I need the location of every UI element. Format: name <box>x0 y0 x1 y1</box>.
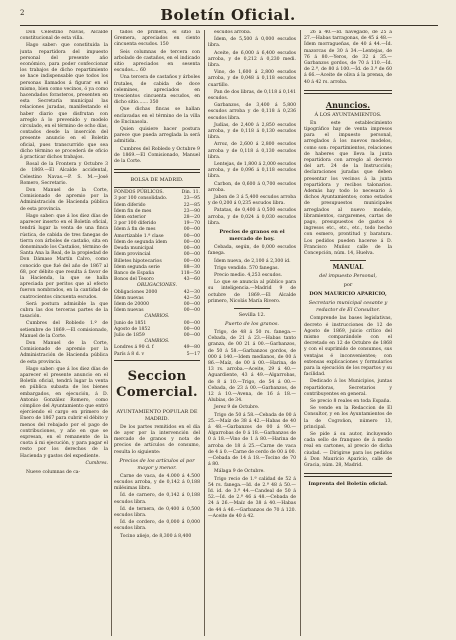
paragraph: Ídem nueva, de 2,100 á 2,300 íd. <box>214 258 291 264</box>
bolsa-label: 3 por 100 diferido <box>114 221 157 227</box>
paragraph: Don Manuel de la Corte, Comisionado de apremio por la Administración de Hacienda pública de esta provincia. <box>20 188 108 212</box>
paragraph: Se vende en la Redaccion de El Consultor, y en los Ayuntamientos de la de Cogroñon, número 13, principal. <box>304 406 392 430</box>
paragraph: Será postura admisible la que cubra las dos terceras partes de la tasación. <box>20 301 108 320</box>
bolsa-value: 42—30 <box>183 289 200 295</box>
paragraph: Rosal de la Frontera y Octubre 3 de 1869.—El Alcalde accidental, Celestino Navas.—P. S. M.—José Romero, Secretario. <box>20 162 108 186</box>
bolsa-label: Billetes hipotecarios <box>114 258 162 264</box>
paragraph: 26 á 40.—Íd. navegado, de 25 á 27.—Habas tarragonas, de 45 á 48.—Ídem morragueñas, de 40 á 44.—Íd. mazorcas de 30 á 34.—Lentejas, de 76 á 80.—Yeros, de 32 á 35.—Garbanzos gordos, de 70 á 110.—Íd. de 2.ª, de 80 á 100.—Íd. de 3.ª de 60 á 66.—Aceite de oliva á la prensa, de 40 á 42 rs. arroba. <box>304 30 392 85</box>
bolsa-label: París á 8 d. v <box>114 351 145 357</box>
paragraph: Hago saber: que constituida la junta repartidora del impuesto personal del presente año económico, para poder confeccionar los trabajos de dicho repartimiento se hace indispensable que todos los personas llamados á figurar en el mismo, bien como vecinos, ó ya como hacendados forasteros, presenten en esta Secretaría municipal las relaciones juradas, manifestando el haber diario que disfrutan con arreglo á lo prevenido y modelo circulado, en el término de ocho días, contados desde la inserción del presente anuncio en el Boletín oficial, pues transcurrido que sea dicho término se procederá de oficio á practicar dichos trabajos. <box>20 43 108 161</box>
bolsa-value: 23—95 <box>183 196 200 202</box>
double-rule <box>304 90 392 94</box>
column-divider <box>300 30 301 636</box>
column-4 <box>304 30 392 636</box>
anuncios-block <box>304 121 392 257</box>
bolsa-label: Ídem diferido <box>114 202 146 208</box>
anuncios-title: Anuncios. <box>325 99 371 110</box>
bolsa-value: 00—00 <box>183 246 200 252</box>
paragraph: Cumbres del Robledo y Octubre 9 de 1869.—El Comisionado, Manuel de la Corte. <box>114 146 200 165</box>
paragraph: tados de primera, el sitio la Gremera, apreciados en ciento cincuenta escudos. 150 <box>114 30 200 48</box>
notices-block <box>20 30 108 460</box>
column-3 <box>208 30 296 636</box>
paragraph: Trigo recio de 1.ª calidad de 52 á 54 rs. fanega.—Id. de 2.ª 48 á 50.—Íd. id. de 3.ª 44.—Candeal de 50 á 52.—Íd. de 2.ª 46 á 48.—Cebada de 24 á 26.—Maíz de 38 á 40.—Habas de 44 á 46.—Garbanzos de 70 á 120.—Aceite de 40 á 42. <box>208 476 296 519</box>
paragraph: Judías, de 2,400 á 2,850 escudos arroba, y de 0,118 á 0,130 escudos libra. <box>208 122 296 141</box>
manual-author: DON MAURICIO APARICIO, <box>309 291 387 298</box>
paragraph: Carbon, de 0,600 á 0,700 escudos arroba. <box>208 181 296 193</box>
city-heading: Sevilla 12. <box>238 311 266 318</box>
bolsa-label: OBLIGACIONES. <box>137 283 177 289</box>
bolsa-title: BOLSA DE MADRID. <box>130 177 184 184</box>
imprenta: Imprenta del Boletín oficial. <box>308 481 388 488</box>
manual-block <box>304 316 392 469</box>
column-divider <box>204 30 205 636</box>
manual-by: por <box>343 282 353 289</box>
bolsa-value: 19—70 <box>183 221 200 227</box>
paragraph: Málaga 9 de Octubre. <box>214 469 265 475</box>
manual-role: Secretario municipal cesante y redactor de El Consultor. <box>308 300 388 314</box>
page-number: 2 <box>20 9 27 17</box>
paragraph: Hago saber: que á los diez días de aparecer el presente anuncio en el Boletín oficial, tendrá lugar la venta en pública subasta de los bienes embargados, en ejecución, á D. Antonio González Romero, como cómplice del Ayuntamiento que entró ejerciendo el cargo en primero de Enero de 1867 para cubrir el débito y menos del rebajado por el pago de contribuciones, y año en que se expresan, en el remanente de la cuota á mi ejecución, y para pagar el resto por los derechos de la Hacienda y gastos del expediente. <box>20 366 108 459</box>
bolsa-label: Ídem de 20000 <box>114 301 150 307</box>
manual-subtitle: del impuesto Personal, <box>319 273 377 280</box>
bolsa-header-label: FONDOS PÚBLICOS. <box>114 190 164 196</box>
masthead-rule <box>20 25 438 26</box>
bolsa-label: Obligaciones 2000 <box>114 289 158 295</box>
bolsa-label: Ídem provincial <box>114 252 151 258</box>
bolsa-value: 00—00 <box>183 233 200 239</box>
bolsa-value: 22—85 <box>183 202 200 208</box>
bolsa-label: Ídem segunda serie <box>114 264 160 270</box>
paragraph: Se precio 8 reales en toda España. <box>310 398 391 404</box>
bolsa-value: 5—17 <box>186 351 200 357</box>
bolsa-label: 3 por 100 consolidado. <box>114 196 168 202</box>
paragraph: Íd. de cordero, de 0,000 á 0,000 escudos libra. <box>114 520 200 532</box>
bolsa-label: CAMBIOS. <box>144 314 170 320</box>
paragraph: Que dichas fincas se hallan enclavadas en el término de la villa de Encinasola. <box>114 107 200 125</box>
signature: Cumbres. <box>85 460 108 466</box>
bolsa-label: CAMBIOS. <box>144 339 170 345</box>
manual-title: MANUAL <box>332 264 364 272</box>
double-rule <box>304 473 392 477</box>
bolsa-label: Julio de 1859 <box>114 332 145 338</box>
paragraph: Nueve columnas de ca- <box>26 470 81 476</box>
paragraph: Don Celestino Navas, Alcalde constitucional de esta villa. <box>20 30 108 42</box>
paragraph: Íd. de carnero, de 0,142 á 0,188 escudos libra. <box>114 493 200 505</box>
bolsa-value: 88—30 <box>183 264 200 270</box>
bolsa-value: 23—90 <box>183 208 200 214</box>
bolsa-label: Banco de España <box>114 270 155 276</box>
bolsa-value: 00—00 <box>183 301 200 307</box>
bolsa-value: 00—00 <box>183 227 200 233</box>
bolsa-table <box>114 187 200 360</box>
paragraph: Cebada, según, de 0,000 escudos fanega. <box>208 245 296 257</box>
paragraph: Jabon de 3 á 5,400 escudos arroba y de 0,200 á 0,235 escudos libra. <box>208 195 296 207</box>
bolsa-label: Agosto de 1852 <box>114 326 151 332</box>
ayuntamiento-title: AYUNTAMIENTO POPULAR DE MADRID. <box>116 408 198 422</box>
bolsa-label: Ídem fin de mes <box>114 208 152 214</box>
paragraph: Se pide á su autor, incluyendo cada sello de franqueo de á medio real en cartones, al precio de dicha ciudad. — Dirigirse para los pedidos á Don Mauricio Aparicio, calle de Gracia, núm. 28, Madrid. <box>304 431 392 468</box>
bolsa-label: Bonos del Tesoro <box>114 277 154 283</box>
section-title: Seccion Comercial. <box>116 368 198 400</box>
bolsa-value: 118—50 <box>180 270 200 276</box>
paragraph: Arroz, de 2,600 á 2,800 escudos arroba y de 0,118 á 0,130 escudos libra. <box>208 142 296 160</box>
paragraph: Trigo vendido. 570 fanegas. <box>214 265 279 271</box>
bolsa-label: Junio de 1851 <box>114 320 147 326</box>
bolsa-value: 00—00 <box>183 308 200 314</box>
bolsa-value: 00—00 <box>183 320 200 326</box>
bolsa-value: 00—00 <box>183 332 200 338</box>
separator <box>234 308 269 309</box>
prices-list <box>114 474 200 540</box>
bolsa-row <box>114 352 200 358</box>
paragraph: Lentejas, de 1,800 á 2,000 escudos arroba, y de 0,096 á 0,118 escudos libra. <box>208 162 296 180</box>
bolsa-header-date: Din. 11. <box>181 190 200 196</box>
paragraph: Una tercera de castaños y árboles frutales, de cabida de doce celemines, apreciados en trescientos cincuenta escudos, en dicho sitio....... 350 <box>114 75 200 106</box>
paragraph: Quien quisiere hacer postura parece que pueda arreglada la será admitida. <box>114 127 200 145</box>
masthead <box>0 0 456 30</box>
prices-block <box>304 30 392 86</box>
bolsa-label: Ídem á fin de mes <box>114 227 156 233</box>
paragraph: Tocino añejo, de 8,300 á 8,400 <box>120 533 192 539</box>
paragraph: Trigo, de 48 á 50 rs. fanega.—Cebada, de 21 á 23.—Habas tanto granza, de 00 21 á 00.—Garbanzos, de 50 á 58.—Garbanzos gordos, de 000 á 140.—Idem medianos, de 00 á 86.—Maíz, de 00 á 00.—Harina, de 13 rs. arroba.—Aceite, 29 á 40.—Aguardiente, 43 á 49.—Algarrobas, de 8 á 10.—Trigo, de 54 á 00.—Cebada, de 23 á 00.—Garbanzos, de 12 á 10.—Avena, de 16 á 18.—Alubias, de 34. <box>208 329 296 404</box>
paragraph: Íd. de ternera, de 0,400 á 0,500 escudos libra. <box>114 506 200 518</box>
bolsa-value: 00—00 <box>183 258 200 264</box>
bolsa-label: Ídem nuevas <box>114 295 144 301</box>
paragraph: Cumbres del Robledo 1.º de setiembre de 1869.—El comisionado, Manuel de la Corte. <box>20 321 108 339</box>
paragraph: Don Manuel de la Corte, Comisionado de apremio por la Administración de Hacienda pública de esta provincia. <box>20 340 108 365</box>
bolsa-value: 00—00 <box>183 326 200 332</box>
paragraph: Hago saber: que á los diez días de aparecer inserto en el Boletín oficial, tendrá lugar la venta de una finca rústica, de cabida de tres fanegas de tierra con árboles de castaño, sita en donominado los Castaños, término de Santa Ana la Real, de la propiedad de Don Dámaso Martín Calvo, como conocido que fué del año de 1867 al 68, por débito que resulta á favor de la Hacienda, la que se halla apreciada por peritos que al efecto fueron nombrados, en la cantidad de cuatrocientos cincuenta escudos. <box>20 213 108 300</box>
bolsa-value: 28—20 <box>183 215 200 221</box>
puerto-block <box>208 330 296 520</box>
puerto-title: Puerto de los granos. <box>224 320 279 327</box>
bolsa-value: 49—80 <box>183 345 200 351</box>
bolsa-label: Ídem exterior <box>114 215 146 221</box>
paragraph: Pan de dos libras, de 0,118 á 0,141 escudos. <box>208 89 296 102</box>
newspaper-title: Boletín Oficial. <box>160 6 296 24</box>
paragraph: Comprende las bases legislativas, decreto é instrucciones de 12 de Agosto de 1869, juicio crítico del mismo comparándole con el decretado en 12 de Octubre de 1868 y con el suprimido de consumos, sus ventajas é inconvenientes; con extensas explicaciones y formularios para la ejecución de los repartos y su facilidad. <box>304 316 392 378</box>
bolsa-value: 42—50 <box>183 295 200 301</box>
paragraph: Dedicado á los Municipios, juntas repartidoras, Secretarios y contribuyentes en general. <box>304 379 392 397</box>
paragraph: Trigo de 50 á 58.—Cebada de 00 á 25.—Maíz de 38 á 42.—Habas de 40 á 48.—Garbanzos de 00 á 90.—Algarrobas de 0 á 18.—Garbanzos de 0 á 18.—Vino de 1 á 80.—Harina de arroba de 18 á 25.—Carne de vaca de 4 á 0.—Carne de cerdo de 00 á 00.—Cebada de 14 á 18.—Tocino de 70 á 80. <box>208 412 296 468</box>
paragraph: escudos arroba. <box>214 30 252 35</box>
bolsa-rows <box>114 196 200 357</box>
bolsa-label: Ídem de segunda ídem <box>114 239 167 245</box>
bolsa-value: 00—00 <box>183 252 200 258</box>
bolsa-value: 00—00 <box>183 239 200 245</box>
paragraph: Seis columnas de tercera con arbolado de castaños, en el indicado sitio apreciados en sesenta escudos.... 60 <box>114 49 200 74</box>
paragraph: Lo que se anuncia al público para su inteligencia.—Madrid 9 de octubre de 1869.—El Alcalde primero, Nicolás María Rivero. <box>208 280 296 304</box>
double-rule <box>114 169 200 173</box>
paragraph: Vino, de 1,600 á 2,800 escudos arroba, y de 0,048 á 0,118 escudos cuartillo. <box>208 70 296 88</box>
bolsa-value: 43—60 <box>183 277 200 283</box>
column-2 <box>114 30 200 636</box>
column-divider <box>111 30 112 636</box>
anuncios-subtitle: Á LOS AYUNTAMIENTOS. <box>314 111 382 118</box>
bolsa-label: Deuda municipal <box>114 246 154 252</box>
prices-block <box>208 30 296 227</box>
bolsa-label: Ídem nuevas <box>114 308 144 314</box>
paragraph: Ídem, de 5,500 á 0,000 escudos libra. <box>208 37 296 49</box>
prices-subtitle: Precios de los artículos al por mayor y menor. <box>119 457 195 471</box>
bolsa-label: Amortizable 1.ª clase <box>114 233 164 239</box>
granos-list <box>208 245 296 305</box>
paragraph: Jerez 9 de Octubre. <box>214 405 260 411</box>
paragraph: De los partes remitidos en el día de ayer por la intervención del mercado de granos y nota de precios de artículos de consumo, resulta lo siguiente: <box>114 424 200 455</box>
notices-block <box>114 30 200 165</box>
paragraph: Precio medio. 4,253 escudos. <box>214 272 283 278</box>
column-1 <box>20 30 108 636</box>
separator <box>330 260 365 261</box>
paragraph: Garbanzos, de 3,400 á 5,800 escudos arroba y de 0,118 á 0,236 escudos libra. <box>208 103 296 121</box>
paragraph: Carne de vaca, de 4.000 á 4.500 escudos arroba, y de 0,142 á 0,188 milésimas libra. <box>114 473 200 492</box>
bolsa-label: Londres á 90 d. f <box>114 345 154 351</box>
granos-title: Precios de granos en el mercado de hoy. <box>219 229 285 243</box>
paragraph: Aceite, de 6,000 á 6,400 escudos arroba, y de 0,212 á 0,230 medi. libra. <box>208 50 296 69</box>
paragraph: En este establecimiento tipográfico hay de venta impresos para el impuesto personal, arreglados á los nuevos modelos, como son: repartimientos, relaciones de haberes que lleva la junta repartidora con arreglo al decreto del art. 24 de la Instrucción; declaraciones juradas que deben presentar los vecinos á la junta repartidora y recibos talonarios. Además hay todo lo necesario á dichos Ayuntamientos; como estados de presupuestos municipales arreglados al nuevo modelo, libramientos, cargaremes, cartas de pago, presupuestos de gastos é ingresos etc., etc., etc., todo hecho con esmero, prontitud y baratura. Los pedidos pueden hacerse á D. Francisco Muñoz calle de la Concepción, núm. 14, Huelva. <box>304 120 392 257</box>
paragraph: Patatas, de 0,400 á 0,500 escudos arroba, y de 0,024 á 0,030 escudos libra. <box>208 208 296 226</box>
